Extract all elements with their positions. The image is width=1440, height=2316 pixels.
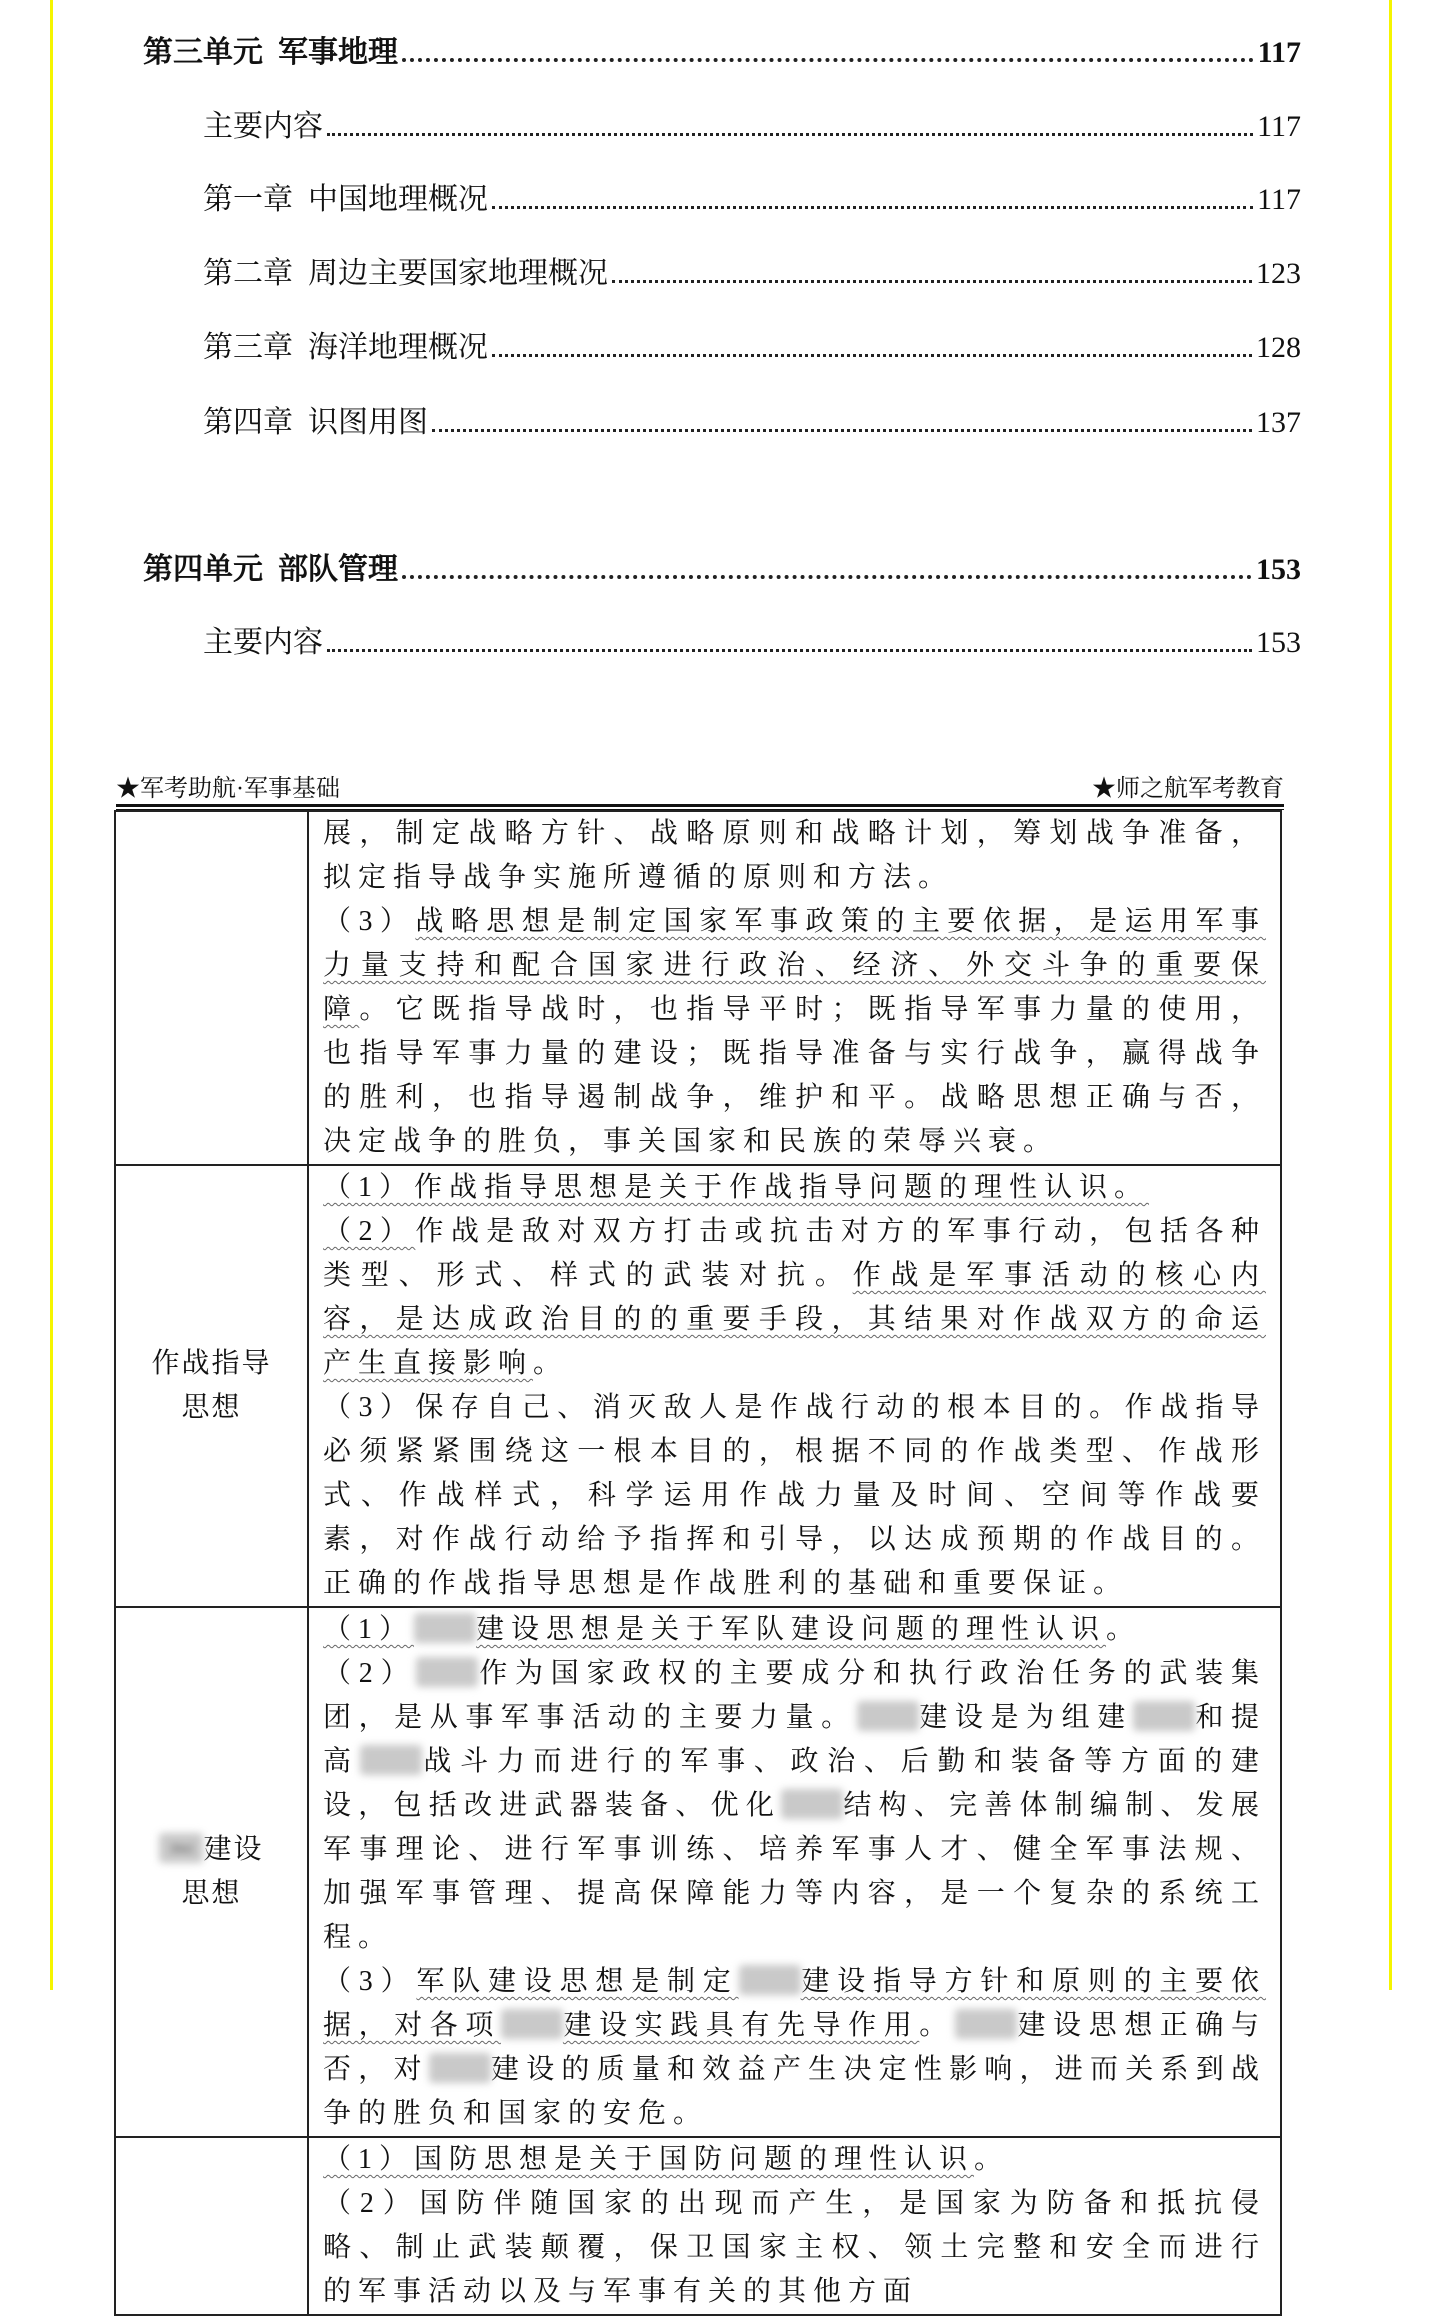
text-segment: 结构、完善体制编制、发展军事理论、进行军事训练、培养军事人才、健全军事法规、加强军事管理、提高保障能力等内容，是一个复杂的系统工程。 [323,1790,1266,1953]
row-content [308,1607,1281,2137]
dot-leader [327,649,1252,652]
table-row [115,811,1281,1165]
text-segment: （3）保存自己、消灭敌人是作战行动的根本目的。作战指导必须紧紧围绕这一根本目的，根据不同的作战类型、作战形式、作战样式，科学运用作战力量及时间、空间等作战要素，对作战行动给予指挥和引导，以达成预期的作战目的。正确的作战指导思想是作战胜利的基础和重要保证。 [323,1392,1266,1599]
redacted-text [360,1745,422,1775]
text-segment: 作战是敌对双方打击或抗击对方的军事行动，包括各种类型、形式、样式的武装对抗。 [323,1216,1266,1291]
underlined-text: （1）国防思想是关于国防问题的理性认识 [323,2144,975,2175]
toc-entry[interactable] [0,552,1301,588]
dot-leader [402,58,1254,62]
row-label-line: 思想 [181,1878,242,1909]
row-content [308,2137,1281,2315]
paragraph [323,1166,1266,1210]
toc-entry-page: 117 [1257,183,1301,216]
running-header [116,768,1284,803]
table-row [115,2137,1281,2315]
text-segment: 建设思想正确与否，对 [323,2010,1266,2085]
toc-entry-page: 117 [1257,110,1301,143]
redacted-text [739,1965,801,1995]
running-header-left: ★军考助航·军事基础 [116,776,340,802]
dot-leader [327,133,1253,136]
running-header-right: ★师之航军考教育 [1092,776,1284,802]
text-segment: 建设是为组建 [918,1702,1133,1733]
page-edge-right [1389,0,1392,1990]
dot-leader [492,354,1252,357]
underlined-text: 建设实践具有先导作用 [562,2010,920,2041]
row-label-line: 思想 [181,1392,242,1423]
toc-entry-title: 第三单元 军事地理 [143,36,398,69]
redacted-text [955,2009,1017,2039]
toc-entry-title: 第三章 海洋地理概况 [203,331,488,364]
toc-entry-page: 153 [1256,626,1301,659]
paragraph [323,1210,1266,1386]
redacted-text [416,1657,478,1687]
toc-entry[interactable] [0,35,1301,71]
row-label-line [116,1828,307,1872]
row-label [115,1607,308,2137]
toc-entry[interactable] [0,256,1301,292]
text-segment: （3） [323,906,416,937]
underlined-text: 建设指导方针和原则的主要依据，对各项 [323,1966,1266,2041]
text-segment: 。 [974,2144,1010,2175]
row-label [115,811,308,1165]
paragraph [323,2138,1266,2182]
toc-entry-title: 第四章 识图用图 [203,406,428,439]
header-rule [116,804,1284,807]
toc-entry[interactable] [0,182,1301,218]
row-label [115,1165,308,1607]
paragraph [323,1652,1266,1960]
text-segment: 和提高 [323,1702,1266,1777]
row-content [308,1165,1281,1607]
content-table [114,810,1282,2316]
dot-leader [492,206,1253,209]
row-content [308,811,1281,1165]
underlined-text: （2） [323,1216,416,1247]
paragraph [323,812,1266,900]
redacted-text [429,2053,491,2083]
text-segment: 建设的质量和效益产生决定性影响，进而关系到战争的胜负和国家的安危。 [323,2054,1266,2129]
toc-entry-page: 117 [1257,36,1301,69]
paragraph [323,900,1266,1164]
text-segment: 战斗力而进行的军事、政治、后勤和装备等方面的建设，包括改进武器装备、优化 [323,1746,1266,1821]
redacted-text [414,1613,476,1643]
redacted-text [1133,1701,1195,1731]
text-segment: 展，制定战略方针、战略原则和战略计划，筹划战争准备，拟定指导战争实施所遵循的原则和方法。 [323,818,1266,893]
redacted-text: [blur] [159,1833,203,1863]
paragraph [323,1608,1266,1652]
toc-entry-title: 主要内容 [203,626,323,659]
text-segment: 。 [533,1348,569,1379]
underlined-text: （1） [323,1614,415,1645]
toc-entry[interactable] [0,330,1301,366]
underlined-text: 建设思想是关于军队建设问题的理性认识 [476,1614,1107,1645]
text-segment: 。 [919,2010,955,2041]
toc-entry-title: 主要内容 [203,110,323,143]
toc-entry-title: 第二章 周边主要国家地理概况 [203,257,608,290]
toc-entry-page: 128 [1256,331,1301,364]
underlined-text: 作战是军事活动的核心内容，是达成政治目的的重要手段，其结果对作战双方的命运产生直接影响 [323,1260,1266,1379]
dot-leader [432,429,1252,432]
paragraph [323,1386,1266,1606]
toc-entry[interactable] [0,625,1301,661]
underlined-text: 军队建设思想是制定 [416,1966,739,1997]
text-segment: 。 [1106,1614,1142,1645]
paragraph [323,1960,1266,2136]
text-segment: 。它既指导战时，也指导平时；既指导军事力量的使用，也指导军事力量的建设；既指导准备与实行战争，赢得战争的胜利，也指导遏制战争，维护和平。战略思想正确与否，决定战争的胜负，事关国家和民族的荣辱兴衰。 [323,994,1266,1157]
page-edge-left [50,0,53,1990]
dot-leader [612,280,1252,283]
toc-entry-page: 123 [1256,257,1301,290]
table-row [115,1607,1281,2137]
underlined-text: 战略思想是制定国家军事政策的主要依据，是运用军事力量支持和配合国家进行政治、经济、外交斗争的重要保障 [323,906,1266,1025]
toc-entry-page: 153 [1256,553,1301,586]
row-label-line: 作战指导 [151,1348,272,1379]
toc-entry[interactable] [0,405,1301,441]
row-label-text: 建设 [203,1834,264,1865]
toc-entry[interactable] [0,109,1301,145]
text-segment: （2） [323,1658,417,1689]
text-segment: （2）国防伴随国家的出现而产生，是国家为防备和抵抗侵略、制止武装颠覆，保卫国家主权、领土完整和安全而进行的军事活动以及与军事有关的其他方面 [323,2188,1266,2307]
underlined-text: （1）作战指导思想是关于作战指导问题的理性认识。 [323,1172,1150,1203]
redacted-text [501,2009,563,2039]
redacted-text [857,1701,919,1731]
redacted-text [781,1789,843,1819]
toc-entry-page: 137 [1256,406,1301,439]
paragraph [323,2182,1266,2314]
toc-entry-title: 第一章 中国地理概况 [203,183,488,216]
text-segment: （3） [323,1966,417,1997]
dot-leader [402,575,1252,579]
row-label [115,2137,308,2315]
toc-entry-title: 第四单元 部队管理 [143,553,398,586]
text-segment: 作为国家政权的主要成分和执行政治任务的武装集团，是从事军事活动的主要力量。 [323,1658,1266,1733]
table-row [115,1165,1281,1607]
